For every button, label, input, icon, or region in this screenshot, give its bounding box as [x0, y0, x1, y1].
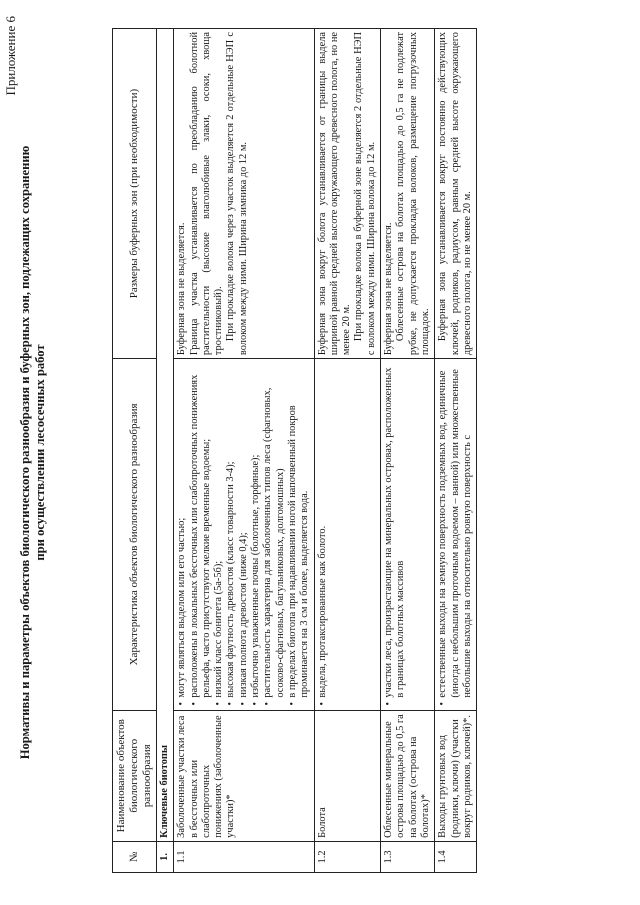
table-row: [435, 29, 477, 873]
title-line-2: при осуществлении лесосечных работ: [33, 344, 47, 561]
appendix-label: Приложение 6: [3, 16, 18, 96]
list-item: • избыточно увлажненные почвы (болотные, торфяные);: [250, 362, 262, 698]
buffer-text: Граница участка устанавливается по преобладанию болотной растительности (высокие влаголюбивые злаки, осоки, хвоща тростниковый).: [188, 32, 225, 356]
row-num: 1.4: [435, 841, 477, 872]
list-item: • выдела, протаксированные как болото.: [317, 362, 329, 698]
table-row: [381, 29, 435, 873]
row-buffer: [435, 29, 477, 359]
row-name: Выходы грунтовых вод (родники, ключи) (участки вокруг родников, ключей)*.: [435, 710, 477, 841]
list-item: • естественные выходы на земную поверхность подземных вод, единичные (иногда с небольшим проточным водоемом – ванной) или множественные небольшие выходы на относительно ровную поверхность с: [437, 362, 474, 698]
list-item: • низкая полнота древостоя (ниже 0,4);: [238, 362, 250, 698]
row-characteristics: [381, 359, 435, 711]
list-item: • расположены в локальных бессточных или слабопроточных понижениях рельефа, часто присутствуют мелкие временные водоемы;: [189, 362, 214, 698]
table-row: [314, 29, 380, 873]
row-buffer: [381, 29, 435, 359]
row-name: Заболоченные участки леса в бессточных или слабопроточных понижениях (заболоченные участки)*: [174, 710, 314, 841]
header-characteristics: Характеристика объектов биологического разнообразия: [113, 359, 157, 711]
document-title: [18, 40, 48, 865]
row-buffer: [314, 29, 380, 359]
table-header-row: [113, 29, 157, 873]
biodiversity-table: [112, 28, 477, 873]
header-name: Наименование объектов биологического разнообразия: [113, 710, 157, 841]
list-item: • участки леса, произрастающие на минеральных островах, расположенных в границах болотных массивов: [383, 362, 408, 698]
buffer-text: Буферная зона вокруг болота устанавливается от границы выдела шириной равной средней высоте окружающего древесного полога, но не менее 20 м.: [316, 32, 353, 356]
list-item: • могут являться выделом или его частью;: [176, 362, 188, 698]
header-buffer: Размеры буферных зон (при необходимости): [113, 29, 157, 359]
row-num: 1.2: [314, 841, 380, 872]
section-num: 1.: [157, 841, 174, 872]
list-item: • в пределах биотопа при надавливании ногой напочвенный покров проминается на 3 см и более, выделяется вода.: [287, 362, 312, 698]
section-row: [157, 29, 174, 873]
buffer-text: При прокладке волока через участок выделяется 2 отдельные НЭП с волоком между ними. Ширина зимника до 12 м.: [225, 32, 249, 356]
buffer-text: При прокладке волока в буферной зоне выделяется 2 отдельные НЭП с волоком между ними. Ширина волока до 12 м.: [353, 32, 377, 356]
row-characteristics: [314, 359, 380, 711]
row-num: 1.1: [174, 841, 314, 872]
table-row: [174, 29, 314, 873]
buffer-text: Буферная зона устанавливается вокруг постоянно действующих ключей, родников, радиусом, равным средней высоте окружающего древесного полога, но не менее 20 м.: [437, 32, 473, 356]
row-characteristics: [174, 359, 314, 711]
buffer-text: Буферная зона не выделяется.: [383, 222, 395, 356]
list-item: • высокая фаутность древостоя (класс товарности 3-4);: [225, 362, 237, 698]
row-name: Болота: [314, 710, 380, 841]
list-item: • растительность характерна для заболоченных типов леса (сфагновых, осоково-сфагновых, багульниковых, долгомошных): [262, 362, 287, 698]
section-label: Ключевые биотопы: [157, 29, 174, 842]
row-name: Облесенные минеральные острова площадью до 0,5 га на болотах (острова на болотах)*: [381, 710, 435, 841]
list-item: • низкий класс бонитета (5а-5б);: [213, 362, 225, 698]
row-num: 1.3: [381, 841, 435, 872]
title-line-1: Нормативы и параметры объектов биологического разнообразия и буферных зон, подлежащих сохранению: [18, 145, 32, 760]
buffer-text: Облесенные острова на болотах площадью до 0,5 га не подлежат рубке, не допускается прокладка волоков, размещение погрузочных площадок.: [395, 32, 431, 356]
buffer-text: Буферная зона не выделяется.: [176, 222, 188, 356]
row-characteristics: [435, 359, 477, 711]
row-buffer: [174, 29, 314, 359]
header-num: №: [113, 841, 157, 872]
